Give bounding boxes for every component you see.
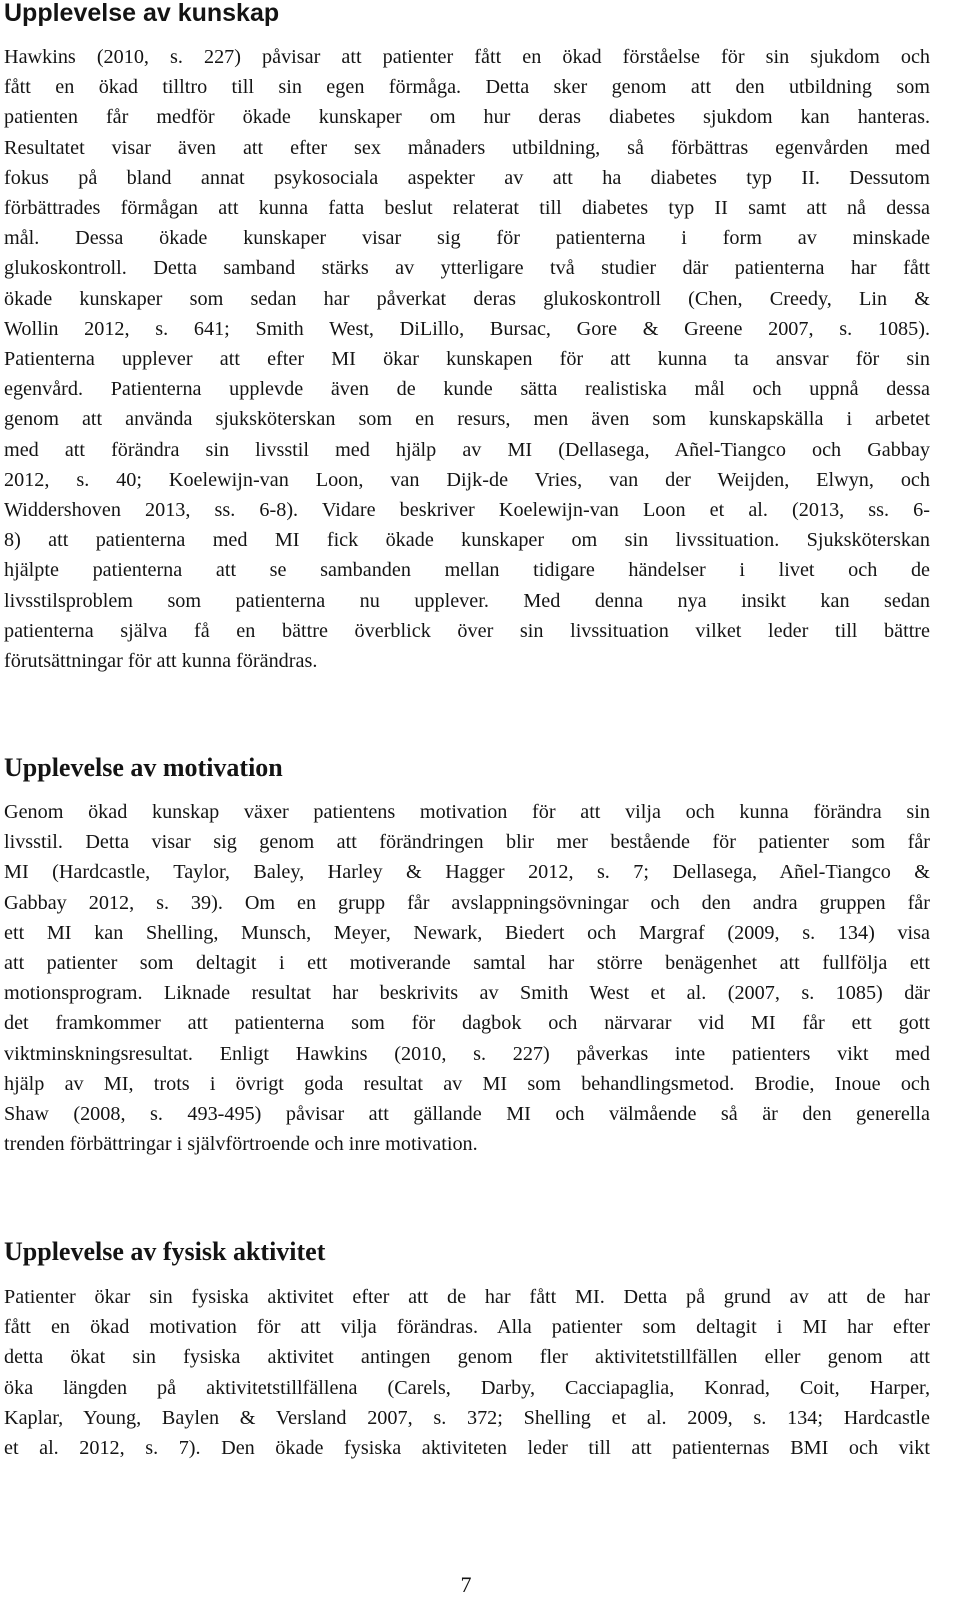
paragraph-kunskap xyxy=(4,42,930,676)
section-heading-kunskap: Upplevelse av kunskap xyxy=(4,0,280,27)
text-line: livsstilsproblem som patienterna nu upplever. Med denna nya insikt kan sedan xyxy=(4,589,930,612)
text-line: Kaplar, Young, Baylen & Versland 2007, s. 372; Shelling et al. 2009, s. 134; Hardcastle xyxy=(4,1406,930,1429)
text-line: fått en ökad motivation för att vilja förändras. Alla patienter som deltagit i MI har efter xyxy=(4,1316,930,1339)
text-line: att patienter som deltagit i ett motiverande samtal har större benägenhet att fullfölja ett xyxy=(4,952,930,975)
text-line: egenvård. Patienterna upplevde även de kunde sätta realistiska mål och uppnå dessa xyxy=(4,378,930,401)
text-line: et al. 2012, s. 7). Den ökade fysiska aktiviteten leder till att patienternas BMI och vikt xyxy=(4,1437,930,1460)
text-line: Genom ökad kunskap växer patientens motivation för att vilja och kunna förändra sin xyxy=(4,801,930,823)
text-line: Shaw (2008, s. 493-495) påvisar att gällande MI och välmående så är den generella xyxy=(4,1103,930,1126)
text-line: mål. Dessa ökade kunskaper visar sig för patienterna i form av minskade xyxy=(4,227,930,250)
section-heading-motivation: Upplevelse av motivation xyxy=(4,753,283,782)
text-line: Wollin 2012, s. 641; Smith West, DiLillo, Bursac, Gore & Greene 2007, s. 1085). xyxy=(4,317,930,340)
text-line: det framkommer att patienterna som för dagbok och närvarar vid MI får ett gott xyxy=(4,1012,930,1035)
text-line: 8) att patienterna med MI fick ökade kunskaper om sin livssituation. Sjuksköterskan xyxy=(4,529,930,552)
text-line: detta ökat sin fysiska aktivitet antingen genom fler aktivitetstillfällen eller genom att xyxy=(4,1346,930,1369)
text-line: Hawkins (2010, s. 227) påvisar att patienter fått en ökad förståelse för sin sjukdom och xyxy=(4,46,930,68)
text-line: öka längden på aktivitetstillfällena (Carels, Darby, Cacciapaglia, Konrad, Coit, Harper, xyxy=(4,1376,930,1399)
text-line: Gabbay 2012, s. 39). Om en grupp får avslappningsövningar och den andra gruppen får xyxy=(4,891,930,914)
text-line: viktminskningsresultat. Enligt Hawkins (2010, s. 227) påverkas inte patienters vikt med xyxy=(4,1042,930,1065)
text-line: fokus på bland annat psykosociala aspekter av att ha diabetes typ II. Dessutom xyxy=(4,166,930,189)
text-line: livsstil. Detta visar sig genom att förändringen blir mer bestående för patienter som får xyxy=(4,831,930,854)
text-line: hjälp av MI, trots i övrigt goda resultat av MI som behandlingsmetod. Brodie, Inoue och xyxy=(4,1072,930,1095)
text-line: patienten får medför ökade kunskaper om hur deras diabetes sjukdom kan hanteras. xyxy=(4,106,930,129)
text-line: glukoskontroll. Detta samband stärks av ytterligare två studier där patienterna har fått xyxy=(4,257,930,280)
text-line: ökade kunskaper som sedan har påverkat deras glukoskontroll (Chen, Creedy, Lin & xyxy=(4,287,930,310)
text-line: Widdershoven 2013, ss. 6-8). Vidare beskriver Koelewijn-van Loon et al. (2013, ss. 6- xyxy=(4,499,930,522)
text-line: MI (Hardcastle, Taylor, Baley, Harley & Hagger 2012, s. 7; Dellasega, Añel-Tiangco & xyxy=(4,861,930,884)
text-line: ett MI kan Shelling, Munsch, Meyer, Newark, Biedert och Margraf (2009, s. 134) visa xyxy=(4,921,930,944)
text-line: fått en ökad tilltro till sin egen förmåga. Detta sker genom att den utbildning som xyxy=(4,76,930,99)
section-heading-fysisk-aktivitet: Upplevelse av fysisk aktivitet xyxy=(4,1237,326,1266)
text-line: förbättrades förmågan att kunna fatta beslut relaterat till diabetes typ II samt att nå dessa xyxy=(4,197,930,220)
paragraph-fysisk-aktivitet xyxy=(4,1282,930,1463)
text-line: trenden förbättringar i självförtroende och inre motivation. xyxy=(4,1133,478,1156)
paragraph-motivation xyxy=(4,797,930,1159)
text-line: patienterna själva få en bättre överblick över sin livssituation vilket leder till bättre xyxy=(4,619,930,642)
text-line: 2012, s. 40; Koelewijn-van Loon, van Dijk-de Vries, van der Weijden, Elwyn, och xyxy=(4,468,930,491)
text-line: genom att använda sjuksköterskan som en resurs, men även som kunskapskälla i arbetet xyxy=(4,408,930,431)
text-line: Patienterna upplever att efter MI ökar kunskapen för att kunna ta ansvar för sin xyxy=(4,348,930,371)
text-line: hjälpte patienterna att se sambanden mellan tidigare händelser i livet och de xyxy=(4,559,930,582)
text-line: Resultatet visar även att efter sex månaders utbildning, så förbättras egenvården med xyxy=(4,136,930,159)
page-number: 7 xyxy=(460,1572,472,1597)
text-line: förutsättningar för att kunna förändras. xyxy=(4,650,318,673)
text-line: motionsprogram. Liknade resultat har beskrivits av Smith West et al. (2007, s. 1085) där xyxy=(4,982,930,1005)
text-line: med att förändra sin livsstil med hjälp av MI (Dellasega, Añel-Tiangco och Gabbay xyxy=(4,438,930,461)
text-line: Patienter ökar sin fysiska aktivitet efter att de har fått MI. Detta på grund av att de har xyxy=(4,1286,930,1308)
